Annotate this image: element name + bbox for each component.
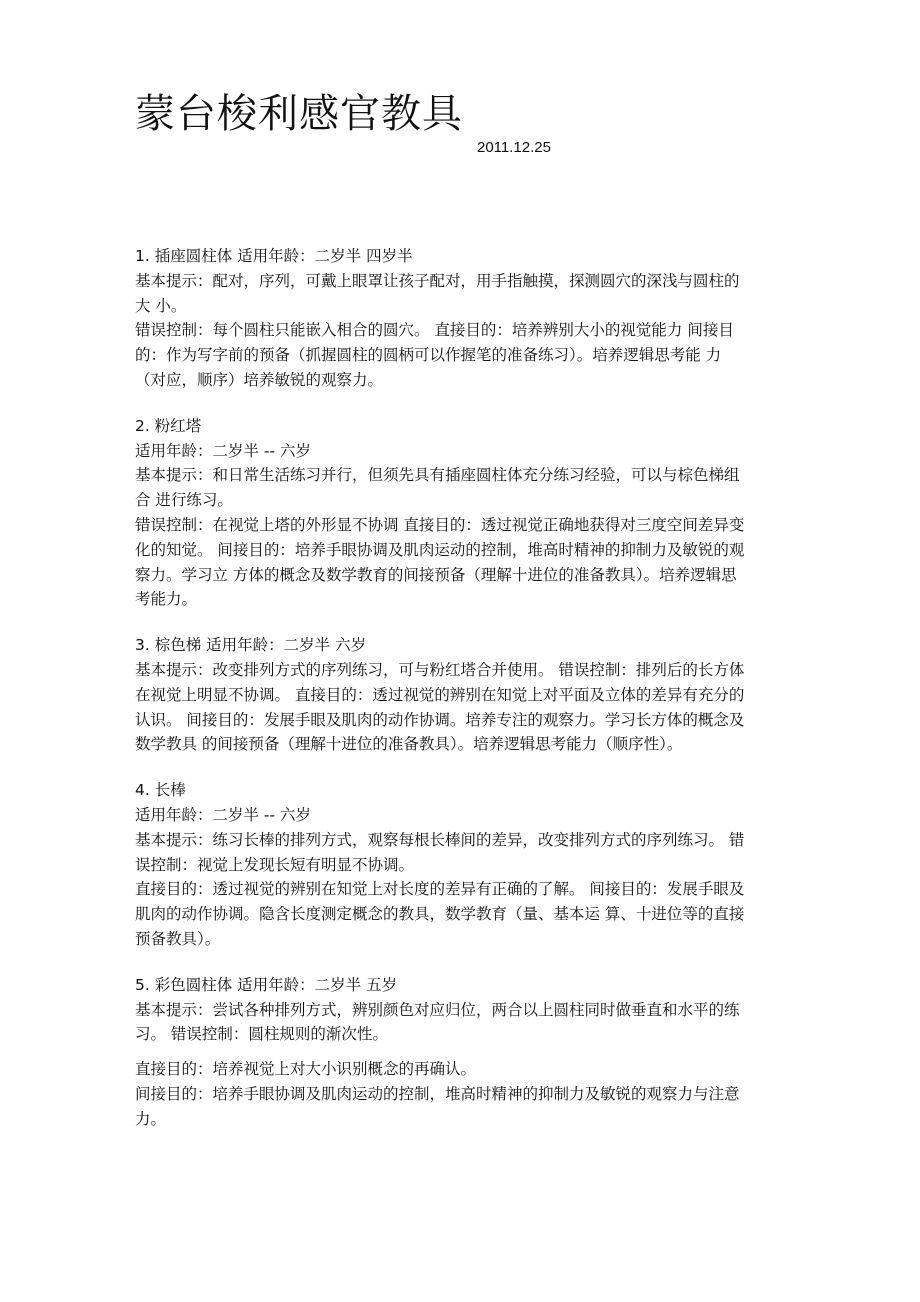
text-line: 间接目的：培养手眼协调及肌肉运动的控制，堆高时精神的抑制力及敏锐的观察力与注意 [135,1084,740,1103]
text-line: 直接目的：透过视觉的辨别在知觉上对长度的差异有正确的了解。 间接目的：发展手眼及 [135,880,745,899]
material-section [135,244,795,393]
text-line: 习。 错误控制：圆柱规则的渐次性。 [135,1025,388,1044]
text-line: 数学教具 的间接预备（理解十进位的准备教具）。培养逻辑思考能力（顺序性）。 [135,735,683,754]
document-title: 蒙台梭利感官教具 [135,91,463,137]
text-line: 错误控制：在视觉上塔的外形显不协调 直接目的：透过视觉正确地获得对三度空间差异变 [135,515,745,534]
document-body [135,244,795,1153]
text-line: 合 进行练习。 [135,491,233,510]
text-line: 预备教具）。 [135,929,221,948]
material-section [135,778,795,952]
text-line: 考能力。 [135,590,198,609]
material-section [135,414,795,612]
section-heading: 3. 棕色梯 适用年龄：二岁半 六岁 [135,636,367,655]
section-heading: 4. 长棒 [135,781,186,800]
text-line: 基本提示：改变排列方式的序列练习，可与粉红塔合并使用。 错误控制：排列后的长方体 [135,660,745,679]
text-line: 认识。 间接目的：发展手眼及肌肉的动作协调。培养专注的观察力。学习长方体的概念及 [135,710,745,729]
document-date: 2011.12.25 [477,139,551,156]
text-line: 误控制：视觉上发现长短有明显不协调。 [135,855,415,874]
text-line: 力。 [135,1109,167,1128]
text-line: 化的知觉。 间接目的：培养手眼协调及肌肉运动的控制，堆高时精神的抑制力及敏锐的观 [135,540,745,559]
material-section [135,633,795,757]
text-line: 直接目的：培养视觉上对大小识别概念的再确认。 [135,1060,477,1079]
text-line: 错误控制：每个圆柱只能嵌入相合的圆穴。 直接目的：培养辨别大小的视觉能力 间接目 [135,321,734,340]
text-line: 基本提示：和日常生活练习并行，但须先具有插座圆柱体充分练习经验，可以与棕色梯组 [135,466,740,485]
text-line: 大 小。 [135,296,187,315]
text-line: 适用年龄：二岁半 -- 六岁 [135,441,312,460]
section-heading: 1. 插座圆柱体 适用年龄：二岁半 四岁半 [135,247,413,265]
text-line: 适用年龄：二岁半 -- 六岁 [135,805,312,824]
text-line: 基本提示：尝试各种排列方式，辨别颜色对应归位，两合以上圆柱同时做垂直和水平的练 [135,1000,740,1019]
material-section [135,973,795,1132]
text-line: 基本提示：配对，序列，可戴上眼罩让孩子配对，用手指触摸，探测圆穴的深浅与圆柱的 [135,271,740,290]
section-heading: 5. 彩色圆柱体 适用年龄：二岁半 五岁 [135,975,398,994]
text-line: 肌肉的动作协调。隐含长度测定概念的教具，数学教育（量、基本运 算、十进位等的直接 [135,905,745,924]
text-line: （对应，顺序）培养敏锐的观察力。 [135,370,384,389]
text-line: 基本提示：练习长棒的排列方式，观察每根长棒间的差异，改变排列方式的序列练习。 错 [135,830,745,849]
text-line: 在视觉上明显不协调。 直接目的：透过视觉的辨别在知觉上对平面及立体的差异有充分的 [135,685,745,704]
section-heading: 2. 粉红塔 [135,416,202,435]
text-line: 察力。学习立 方体的概念及数学教育的间接预备（理解十进位的准备教具）。培养逻辑思 [135,565,737,584]
text-line: 的：作为写字前的预备（抓握圆柱的圆柄可以作握笔的准备练习）。培养逻辑思考能 力 [135,346,722,365]
